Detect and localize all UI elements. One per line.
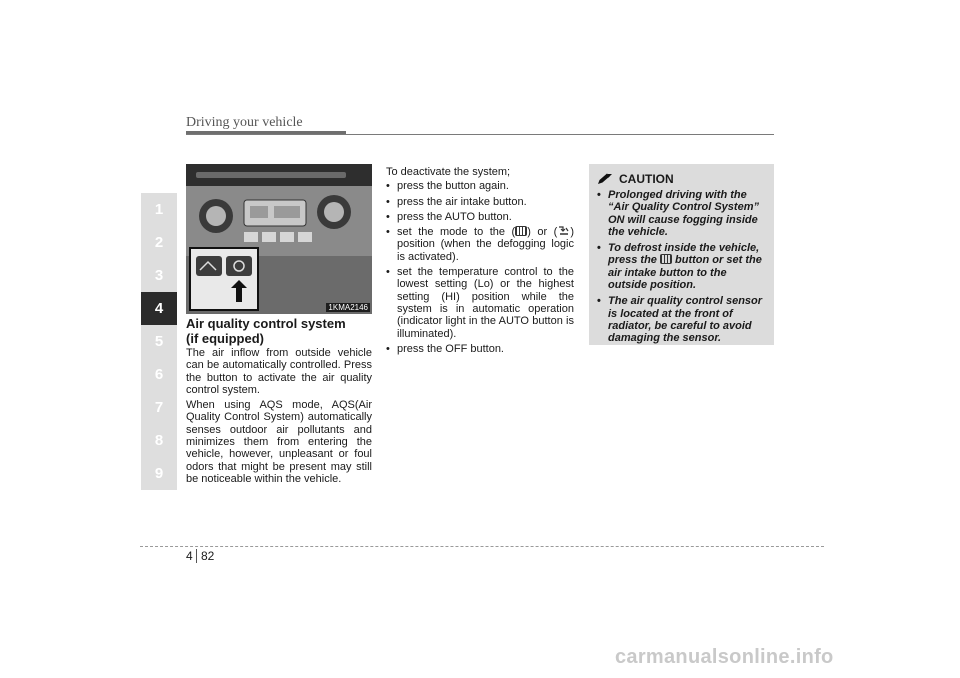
list-item: • press the air intake button. xyxy=(386,195,527,208)
chapter-tab-8[interactable]: 8 xyxy=(141,424,177,457)
chapter-tab-3[interactable]: 3 xyxy=(141,259,177,292)
chapter-tab-9[interactable]: 9 xyxy=(141,457,177,490)
pencil-icon xyxy=(597,173,613,185)
chapter-tab-6[interactable]: 6 xyxy=(141,358,177,391)
list-item: • press the button again. xyxy=(386,180,509,193)
deactivate-list xyxy=(386,180,574,355)
footer-rule xyxy=(140,546,824,547)
section-title-line2: (if equipped) xyxy=(186,331,264,346)
list-item: • press the AUTO button. xyxy=(386,210,512,223)
section-title-line1: Air quality control system xyxy=(186,316,346,331)
list-item: • press the OFF button. xyxy=(386,342,504,355)
deactivate-intro: To deactivate the system; xyxy=(386,166,511,178)
caution-box xyxy=(589,164,774,345)
watermark: carmanualsonline.info xyxy=(615,646,834,668)
paragraph-1: The air inflow from outside vehicle can be automatically controlled. Press the button to activate the air quality control system. xyxy=(186,347,372,396)
caution-item: • The air quality control sensor is located at the front of radiator, be careful to avoid damaging the sensor. xyxy=(597,295,763,345)
paragraph-2: When using AQS mode, AQS(Air Quality Control System) automatically senses outdoor air pollutants and minimizes them from entering the vehicle, however, unpleasant or foul odors that might be present may still be noticeable within the vehicle. xyxy=(186,399,372,485)
dashboard-illustration xyxy=(186,164,372,314)
chapter-tabs xyxy=(141,193,177,490)
chapter-tab-5[interactable]: 5 xyxy=(141,325,177,358)
caution-item: • To defrost inside the vehicle, press the button or set the air intake button to the outside position. xyxy=(597,242,762,292)
list-item: • set the mode to the ( ) or ( ) position (when the defogging logic is activated). xyxy=(386,226,574,263)
section-title xyxy=(186,316,376,346)
caution-title: CAUTION xyxy=(619,172,674,186)
control-panel-photo xyxy=(186,164,372,314)
photo-code-label: 1KMA2146 xyxy=(328,303,368,312)
floor-defrost-icon xyxy=(557,226,570,236)
section-body xyxy=(186,347,372,485)
deactivate-column xyxy=(386,166,574,358)
chapter-tab-4[interactable]: 4 xyxy=(141,292,177,325)
chapter-tab-1[interactable]: 1 xyxy=(141,193,177,226)
chapter-tab-7[interactable]: 7 xyxy=(141,391,177,424)
chapter-tab-2[interactable]: 2 xyxy=(141,226,177,259)
defrost-icon xyxy=(515,226,527,236)
header-title: Driving your vehicle xyxy=(186,115,303,130)
caution-item: • Prolonged driving with the “Air Quality Control System” ON will cause fogging inside the vehicle. xyxy=(597,189,759,238)
header-rule xyxy=(186,134,774,135)
list-item: • set the temperature control to the lowest setting (Lo) or the highest setting (HI) position while the system is in automatic operation (indicator light in the AUTO button is illuminated). xyxy=(386,266,574,340)
footer-separator xyxy=(196,549,197,563)
defrost-icon xyxy=(660,254,672,264)
footer-chapter: 4 xyxy=(186,549,193,563)
caution-list xyxy=(597,189,766,345)
footer-page-number: 82 xyxy=(201,549,215,563)
